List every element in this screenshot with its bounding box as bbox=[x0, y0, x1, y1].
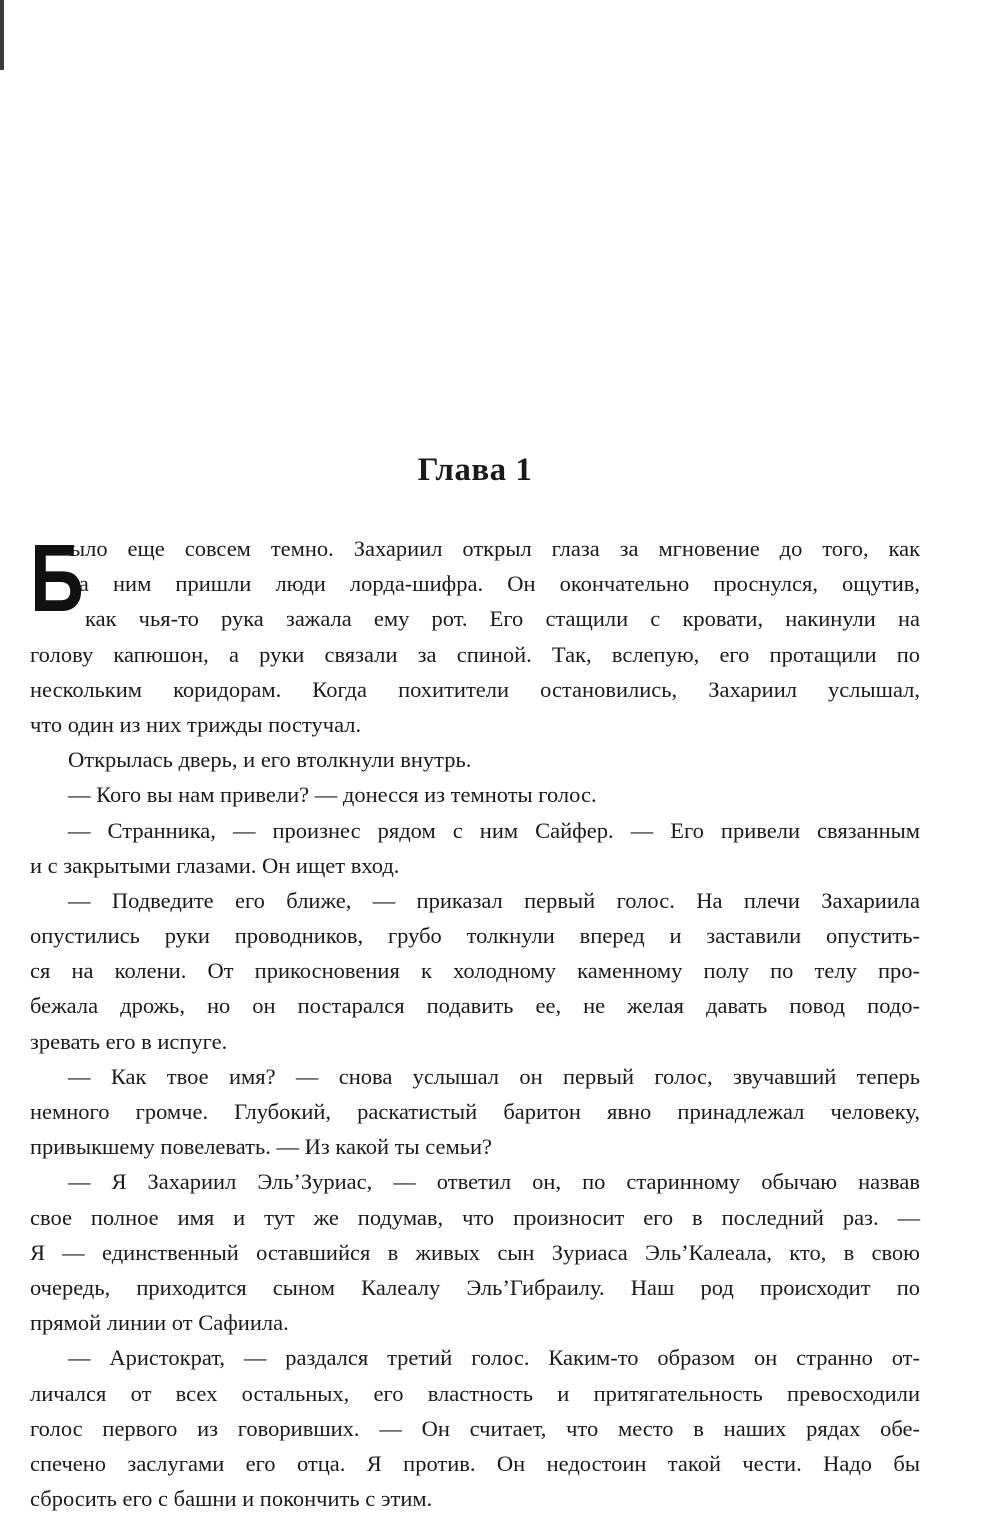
text-line-15: зревать его в испуге. bbox=[30, 1028, 228, 1054]
text-line-6: что один из них трижды постучал. bbox=[30, 711, 362, 737]
text-line-7: Открылась дверь, и его втолкнули внутрь. bbox=[68, 747, 472, 773]
body-text bbox=[30, 525, 920, 1516]
text-line-20: свое полное имя и тут же подумав, что произносит его в последний раз. — bbox=[30, 1204, 920, 1230]
text-line-13: ся на колени. От прикосновения к холодному каменному полу по телу про- bbox=[30, 958, 920, 984]
text-line-25: личался от всех остальных, его властность и притягательность превосходили bbox=[30, 1380, 920, 1406]
text-line-14: бежала дрожь, но он постарался подавить ее, не желая давать повод подо- bbox=[30, 993, 920, 1019]
chapter-title: Глава 1 bbox=[417, 452, 533, 488]
text-line-5: нескольким коридорам. Когда похитители остановились, Захариил услышал, bbox=[30, 676, 920, 702]
text-line-8: — Кого вы нам привели? — донесся из темноты голос. bbox=[68, 782, 597, 808]
text-line-24: — Аристократ, — раздался третий голос. Каким-то образом он странно от- bbox=[68, 1345, 920, 1371]
text-line-27: спечено заслугами его отца. Я против. Он недостоин такой чести. Надо бы bbox=[30, 1450, 920, 1476]
text-line-26: голос первого из говоривших. — Он считает, что место в наших рядах обе- bbox=[30, 1415, 920, 1441]
text-line-1: ыло еще совсем темно. Захариил открыл глаза за мгновение до того, как bbox=[70, 536, 920, 561]
text-line-4: голову капюшон, а руки связали за спиной. Так, вслепую, его протащили по bbox=[30, 641, 920, 667]
text-line-17: немного громче. Глубокий, раскатистый баритон явно принадлежал человеку, bbox=[30, 1099, 920, 1124]
text-line-19: — Я Захариил Эль’Зуриас, — ответил он, по старинному обычаю назвав bbox=[68, 1169, 920, 1195]
text-line-28: сбросить его с башни и покончить с этим. bbox=[30, 1486, 433, 1512]
text-line-12: опустились руки проводников, грубо толкнули вперед и заставили опустить- bbox=[30, 923, 920, 949]
text-line-21: Я — единственный оставшийся в живых сын Зуриаса Эль’Калеала, кто, в свою bbox=[30, 1239, 920, 1265]
text-line-23: прямой линии от Сафиила. bbox=[30, 1310, 289, 1336]
text-line-18: привыкшему повелевать. — Из какой ты семьи? bbox=[30, 1134, 493, 1160]
text-line-11: — Подведите его ближе, — приказал первый голос. На плечи Захариила bbox=[68, 887, 920, 913]
drop-cap-paragraph-start bbox=[30, 525, 920, 637]
text-line-10: и с закрытыми глазами. Он ищет вход. bbox=[30, 852, 400, 878]
text-line-3: как чья-то рука зажала ему рот. Его стащили с кровати, накинули на bbox=[85, 606, 920, 632]
text-line-22: очередь, приходится сыном Калеалу Эль’Гибраилу. Наш род происходит по bbox=[30, 1274, 920, 1300]
text-line-2: за ним пришли люди лорда-шифра. Он окончательно проснулся, ощутив, bbox=[70, 571, 920, 597]
text-line-9: — Странника, — произнес рядом с ним Сайфер. — Его привели связанным bbox=[68, 817, 920, 843]
page-edge-mark bbox=[0, 0, 4, 70]
drop-cap-letter: Б bbox=[30, 525, 84, 632]
text-line-16: — Как твое имя? — снова услышал он первый голос, звучавший теперь bbox=[68, 1063, 920, 1089]
